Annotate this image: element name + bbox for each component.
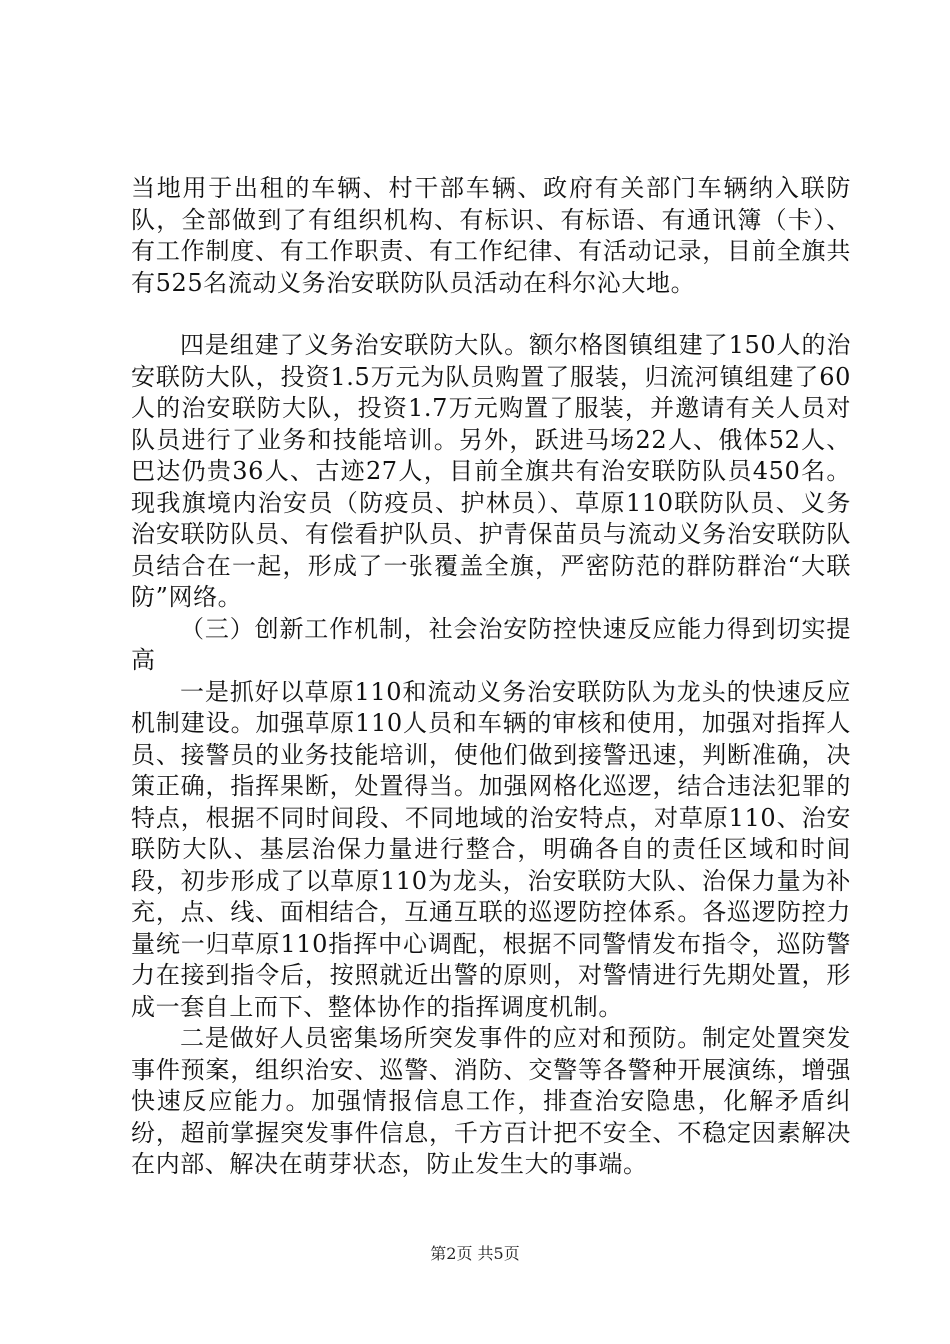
paragraph-rapid-response: 一是抓好以草原110和流动义务治安联防队为龙头的快速反应机制建设。加强草原110人员和车辆的审核和使用，加强对指挥人员、接警员的业务技能培训，使他们做到接警迅速，判断准确，决策正确，指挥果断，处置得当。加强网格化巡逻，结合违法犯罪的特点，根据不同时间段、不同地域的治安特点，对草原110、治安联防大队、基层治保力量进行整合，明确各自的责任区域和时间段，初步形成了以草原110为龙头，治安联防大队、治保力量为补充，点、线、面相结合，互通互联的巡逻防控体系。各巡逻防控力量统一归草原110指挥中心调配，根据不同警情发布指令，巡防警力在接到指令后，按照就近出警的原则，对警情进行先期处置，形成一套自上而下、整体协作的指挥调度机制。 [131, 677, 851, 1021]
document-body [131, 173, 851, 1181]
section-heading-three: （三）创新工作机制，社会治安防控快速反应能力得到切实提高 [131, 614, 851, 674]
paragraph-continuation: 当地用于出租的车辆、村干部车辆、政府有关部门车辆纳入联防队，全部做到了有组织机构、有标识、有标语、有通讯簿（卡）、有工作制度、有工作职责、有工作纪律、有活动记录，目前全旗共有525名流动义务治安联防队员活动在科尔沁大地。 [131, 174, 851, 297]
paragraph-spacer [131, 299, 851, 330]
paragraph-volunteer-brigade: 四是组建了义务治安联防大队。额尔格图镇组建了150人的治安联防大队，投资1.5万元为队员购置了服装，归流河镇组建了60人的治安联防大队，投资1.7万元购置了服装，并邀请有关人员对队员进行了业务和技能培训。另外，跃进马场22人、俄体52人、巴达仍贵36人、古迹27人，目前全旗共有治安联防队员450名。现我旗境内治安员（防疫员、护林员）、草原110联防队员、义务治安联防队员、有偿看护队员、护青保苗员与流动义务治安联防队员结合在一起，形成了一张覆盖全旗，严密防范的群防群治“大联防”网络。 [131, 331, 851, 611]
page-number-footer: 第2页 共5页 [430, 1244, 520, 1263]
paragraph-emergency-prevention: 二是做好人员密集场所突发事件的应对和预防。制定处置突发事件预案，组织治安、巡警、消防、交警等各警种开展演练，增强快速反应能力。加强情报信息工作，排查治安隐患，化解矛盾纠纷，超前掌握突发事件信息，千方百计把不安全、不稳定因素解决在内部、解决在萌芽状态，防止发生大的事端。 [131, 1024, 851, 1178]
